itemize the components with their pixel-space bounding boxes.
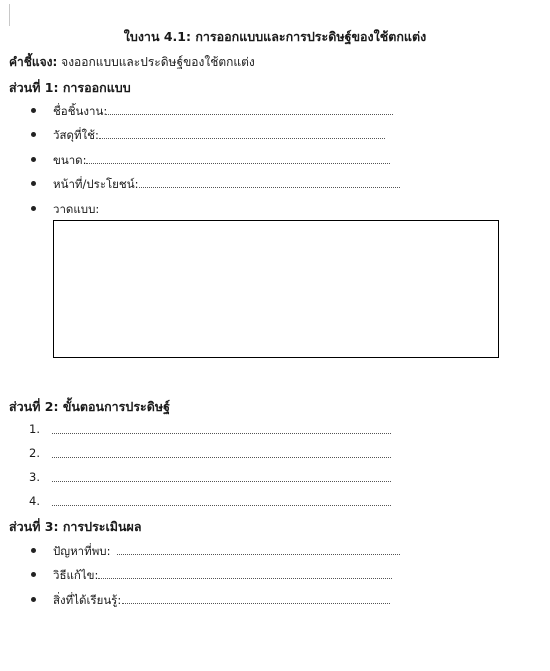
bullet-icon bbox=[31, 206, 36, 211]
bullet-icon bbox=[31, 181, 36, 186]
instruction-line bbox=[9, 53, 255, 72]
bullet-icon bbox=[31, 548, 36, 553]
field-label: ขนาด: bbox=[53, 153, 87, 167]
bullet-icon bbox=[31, 157, 36, 162]
section-1-heading: ส่วนที่ 1: การออกแบบ bbox=[9, 80, 131, 95]
field-label: สิ่งที่ได้เรียนรู้: bbox=[53, 593, 122, 607]
sketch-box[interactable] bbox=[53, 220, 499, 358]
answer-line[interactable] bbox=[99, 138, 385, 139]
answer-line[interactable] bbox=[139, 187, 400, 188]
answer-line[interactable] bbox=[52, 481, 391, 482]
bullet-icon bbox=[31, 132, 36, 137]
bullet-icon bbox=[31, 572, 36, 577]
instruction-label: คำชี้แจง: bbox=[9, 55, 58, 69]
answer-line[interactable] bbox=[52, 505, 391, 506]
field-label: วาดแบบ: bbox=[53, 202, 100, 216]
text-cursor bbox=[9, 4, 10, 26]
instruction-text: จงออกแบบและประดิษฐ์ของใช้ตกแต่ง bbox=[57, 55, 255, 69]
field-label: ปัญหาที่พบ: bbox=[53, 544, 111, 558]
answer-line[interactable] bbox=[98, 578, 392, 579]
page-title: ใบงาน 4.1: การออกแบบและการประดิษฐ์ของใช้ตกแต่ง bbox=[123, 29, 427, 44]
answer-line[interactable] bbox=[52, 433, 391, 434]
step-number: 1. bbox=[29, 422, 40, 436]
answer-line[interactable] bbox=[117, 554, 400, 555]
answer-line[interactable] bbox=[122, 603, 390, 604]
bullet-icon bbox=[31, 108, 36, 113]
answer-line[interactable] bbox=[86, 163, 390, 164]
section-2-heading: ส่วนที่ 2: ขั้นตอนการประดิษฐ์ bbox=[9, 399, 171, 414]
step-number: 3. bbox=[29, 470, 40, 484]
step-number: 2. bbox=[29, 446, 40, 460]
bullet-icon bbox=[31, 597, 36, 602]
step-number: 4. bbox=[29, 494, 40, 508]
field-label: วิธีแก้ไข: bbox=[53, 568, 99, 582]
answer-line[interactable] bbox=[105, 114, 393, 115]
field-label: วัสดุที่ใช้: bbox=[53, 128, 99, 142]
section-3-heading: ส่วนที่ 3: การประเมินผล bbox=[9, 519, 142, 534]
field-label: ชื่อชิ้นงาน: bbox=[53, 104, 108, 118]
field-label: หน้าที่/ประโยชน์: bbox=[53, 177, 139, 191]
answer-line[interactable] bbox=[52, 457, 391, 458]
